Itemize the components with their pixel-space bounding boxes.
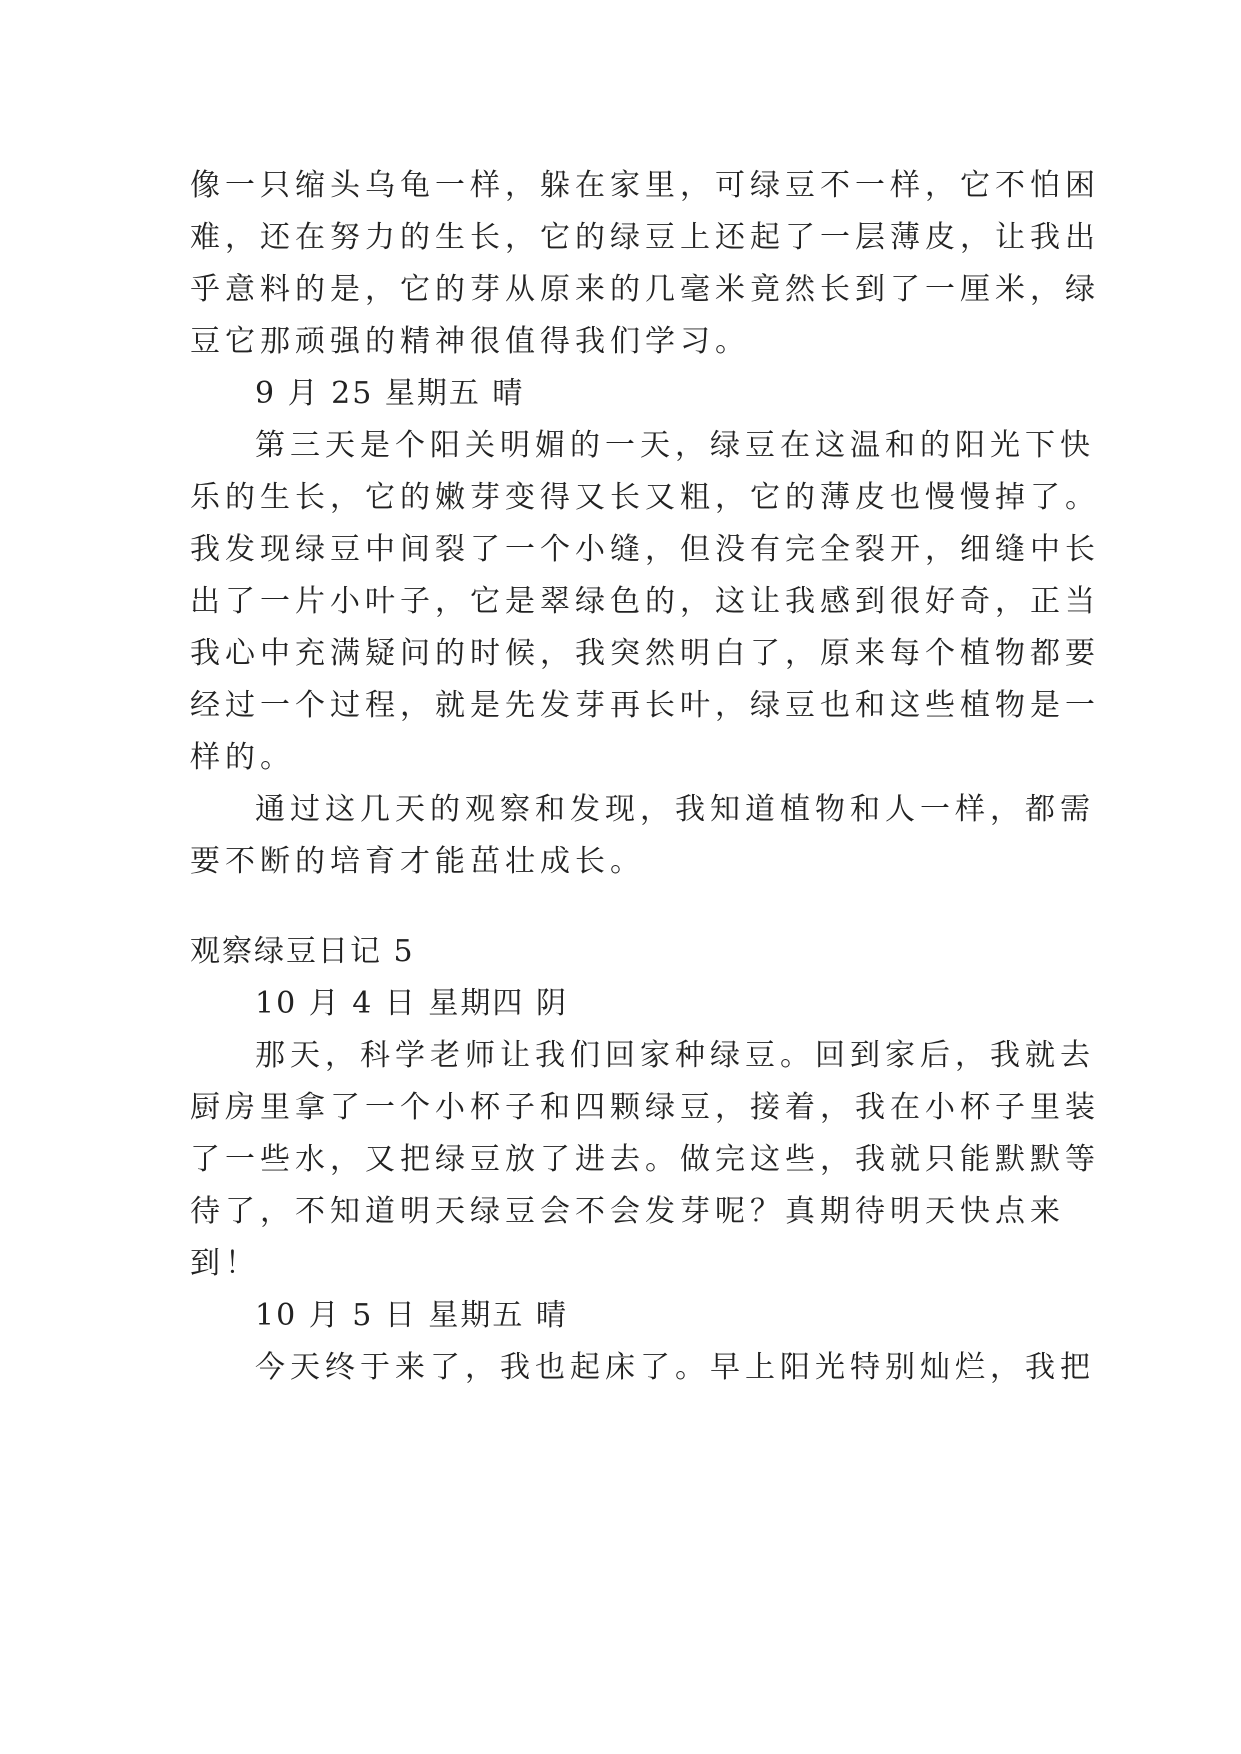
paragraph-line: 第三天是个阳关明媚的一天，绿豆在这温和的阳光下快	[255, 428, 1095, 463]
diary-date-heading: 10 月 5 日 星期五 晴	[255, 1298, 568, 1333]
paragraph-line: 待了，不知道明天绿豆会不会发芽呢？真期待明天快点来	[190, 1194, 1065, 1229]
paragraph-line: 那天，科学老师让我们回家种绿豆。回到家后，我就去	[255, 1038, 1095, 1073]
paragraph-line: 乎意料的是，它的芽从原来的几毫米竟然长到了一厘米，绿	[190, 272, 1100, 307]
paragraph-line: 乐的生长，它的嫩芽变得又长又粗，它的薄皮也慢慢掉了。	[190, 480, 1100, 515]
paragraph-line: 通过这几天的观察和发现，我知道植物和人一样，都需	[255, 792, 1095, 827]
paragraph-line: 到！	[190, 1246, 260, 1281]
diary-date-heading: 10 月 4 日 星期四 阴	[255, 986, 568, 1021]
paragraph-line: 厨房里拿了一个小杯子和四颗绿豆，接着，我在小杯子里装	[190, 1090, 1100, 1125]
paragraph-line: 今天终于来了，我也起床了。早上阳光特别灿烂，我把	[255, 1350, 1095, 1385]
paragraph-line: 要不断的培育才能茁壮成长。	[190, 844, 645, 879]
section-title: 观察绿豆日记 5	[190, 934, 415, 969]
paragraph-line: 我心中充满疑问的时候，我突然明白了，原来每个植物都要	[190, 636, 1100, 671]
paragraph-line: 豆它那顽强的精神很值得我们学习。	[190, 324, 750, 359]
paragraph-line: 难，还在努力的生长，它的绿豆上还起了一层薄皮，让我出	[190, 220, 1100, 255]
paragraph-line: 我发现绿豆中间裂了一个小缝，但没有完全裂开，细缝中长	[190, 532, 1100, 567]
paragraph-line: 了一些水，又把绿豆放了进去。做完这些，我就只能默默等	[190, 1142, 1100, 1177]
paragraph-line: 样的。	[190, 740, 295, 775]
paragraph-line: 经过一个过程，就是先发芽再长叶，绿豆也和这些植物是一	[190, 688, 1100, 723]
paragraph-line: 出了一片小叶子，它是翠绿色的，这让我感到很好奇，正当	[190, 584, 1100, 619]
paragraph-line: 像一只缩头乌龟一样，躲在家里，可绿豆不一样，它不怕困	[190, 168, 1100, 203]
diary-date-heading: 9 月 25 星期五 晴	[255, 376, 525, 411]
